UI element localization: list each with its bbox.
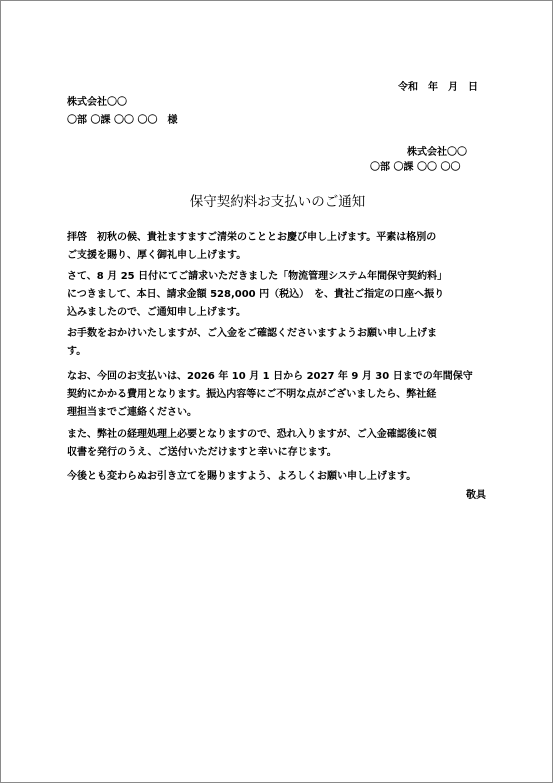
paragraph-line: 今後とも変わらぬお引き立てを賜りますよう、よろしくお願い申し上げます。 [67,471,417,482]
sender-company: 株式会社〇〇 [407,147,467,158]
paragraph-confirmation-request [67,325,487,361]
paragraph-line: 込みましたので、ご通知申し上げます。 [67,307,246,318]
recipient-company: 株式会社〇〇 [67,97,127,108]
paragraph-line: す。 [67,346,87,357]
paragraph-line: お手数をおかけいたしますが、ご入金をご確認くださいますようお願い申し上げま [67,328,437,339]
letter-date: 令和 年 月 日 [398,82,478,93]
paragraph-receipt-request [67,426,487,462]
paragraph-greeting [67,229,487,265]
paragraph-line: 理担当までご連絡ください。 [67,407,197,418]
paragraph-line: さて、8 月 25 日付にてご請求いただきました「物流管理システム年間保守契約料」 [67,271,448,282]
paragraph-line: につきまして、本日、請求金額 528,000 円（税込） を、貴社ご指定の口座へ振り [67,289,445,300]
paragraph-line: なお、今回のお支払いは、2026 年 10 月 1 日から 2027 年 9 月 30 日までの年間保守 [67,371,473,382]
paragraph-line: 収書を発行のうえ、ご送付いただけますと幸いに存じます。 [67,447,337,458]
paragraph-payment-notice [67,268,487,322]
paragraph-line: また、弊社の経理処理上必要となりますので、恐れ入りますが、ご入金確認後に領 [67,429,437,440]
paragraph-line: 契約にかかる費用となります。振込内容等にご不明な点がございましたら、弊社経 [67,389,437,400]
recipient-person: 〇部 〇課 〇〇 〇〇 様 [67,115,178,126]
paragraph-line: 拝啓 初秋の候、貴社ますますご清栄のこととお慶び申し上げます。平素は格別の [67,232,437,243]
letter-title: 保守契約料お支払いのご通知 [189,194,366,210]
sender-person: 〇部 〇課 〇〇 〇〇 [370,162,461,173]
paragraph-line: ご支援を賜り、厚く御礼申し上げます。 [67,250,247,261]
closing-keigu: 敬具 [466,490,486,501]
paragraph-closing-remark [67,468,487,486]
paragraph-payment-period [67,368,487,422]
